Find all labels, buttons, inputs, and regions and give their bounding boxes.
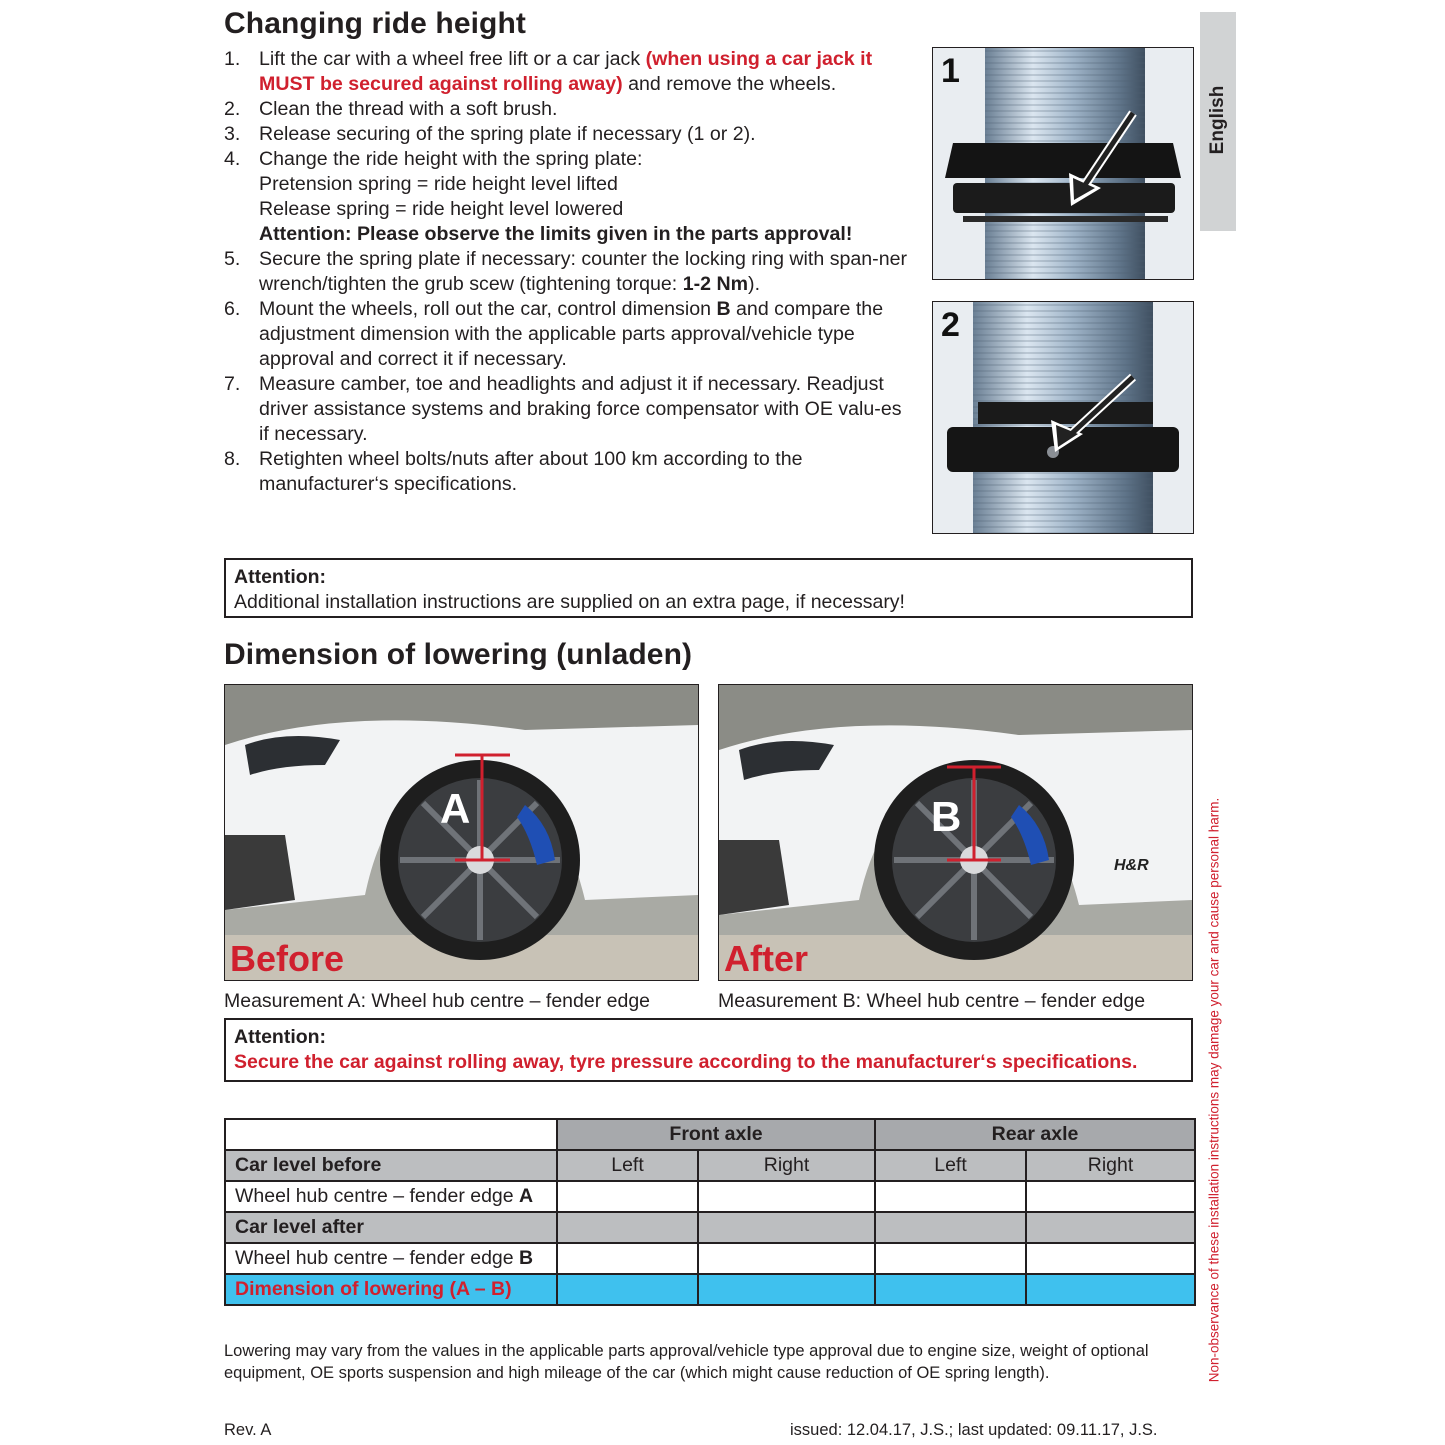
table-cell-grey bbox=[557, 1212, 698, 1243]
input-a-rear-left[interactable] bbox=[875, 1181, 1026, 1212]
step-text: Release securing of the spring plate if necessary (1 or 2). bbox=[259, 123, 756, 145]
header-front-left: Left bbox=[557, 1150, 698, 1181]
step-text: Change the ride height with the spring plate: bbox=[259, 148, 643, 170]
step-number: 7. bbox=[224, 373, 241, 395]
row-label-text: Wheel hub centre – fender edge bbox=[235, 1247, 520, 1269]
table-row bbox=[225, 1243, 1195, 1274]
issued-date: issued: 12.04.17, J.S.; last updated: 09.11.17, J.S. bbox=[790, 1421, 1158, 1439]
step-item bbox=[224, 97, 914, 122]
input-b-rear-right[interactable] bbox=[1026, 1243, 1195, 1274]
marker-a: A bbox=[440, 785, 471, 832]
table-cell-blank bbox=[225, 1119, 557, 1150]
revision-label: Rev. A bbox=[224, 1421, 272, 1439]
table-row bbox=[225, 1274, 1195, 1305]
hr-badge: H&R bbox=[1114, 857, 1149, 874]
photo-label-1: 1 bbox=[941, 52, 960, 90]
attention-box-extra-page bbox=[224, 558, 1193, 618]
side-warning: Non-observance of these installation instructions may damage your car and cause personal harm. bbox=[1206, 797, 1222, 1383]
step-text: Retighten wheel bolts/nuts after about 100 km according to the manufacturer‘s specifications. bbox=[259, 448, 803, 495]
language-tab bbox=[1200, 12, 1236, 231]
table-row bbox=[225, 1181, 1195, 1212]
header-rear-axle: Rear axle bbox=[875, 1119, 1195, 1150]
section-title-ride-height: Changing ride height bbox=[224, 7, 526, 40]
ride-height-steps bbox=[224, 47, 914, 497]
step-text-end: and compare the adjustment dimension with the applicable parts approval/vehicle type approval and correct it if necessary. bbox=[259, 298, 884, 370]
label-measurement-b bbox=[225, 1243, 557, 1274]
input-a-front-left[interactable] bbox=[557, 1181, 698, 1212]
table-row bbox=[225, 1119, 1195, 1150]
step-item bbox=[224, 247, 914, 297]
step-text: Measure camber, toe and headlights and adjust it if necessary. Readjust driver assistance systems and braking force compensator with OE valu-es if necessary. bbox=[259, 373, 902, 445]
table-cell-grey bbox=[875, 1212, 1026, 1243]
step-text-end: and remove the wheels. bbox=[622, 73, 837, 95]
header-rear-left: Left bbox=[875, 1150, 1026, 1181]
photo-before bbox=[224, 684, 699, 981]
step-item bbox=[224, 122, 914, 147]
label-dimension-of-lowering: Dimension of lowering (A – B) bbox=[225, 1274, 557, 1305]
step-item bbox=[224, 47, 914, 97]
label-car-level-before: Car level before bbox=[225, 1150, 557, 1181]
step-warning: (when using a car jack it MUST be secured against rolling away) bbox=[259, 48, 873, 95]
step-number: 2. bbox=[224, 98, 241, 120]
attention-heading: Attention: bbox=[234, 1026, 327, 1048]
input-lowering-front-right[interactable] bbox=[698, 1274, 875, 1305]
header-front-axle: Front axle bbox=[557, 1119, 875, 1150]
step-item bbox=[224, 297, 914, 372]
header-rear-right: Right bbox=[1026, 1150, 1195, 1181]
before-label: Before bbox=[230, 938, 345, 979]
input-lowering-front-left[interactable] bbox=[557, 1274, 698, 1305]
table-row bbox=[225, 1212, 1195, 1243]
step-number: 4. bbox=[224, 148, 241, 170]
step-text: Clean the thread with a soft brush. bbox=[259, 98, 558, 120]
coilover-illustration bbox=[933, 48, 1193, 279]
input-lowering-rear-left[interactable] bbox=[875, 1274, 1026, 1305]
attention-box-rolling bbox=[224, 1018, 1193, 1082]
step-text-end: ). bbox=[748, 273, 761, 295]
after-label: After bbox=[724, 938, 809, 979]
step-item bbox=[224, 372, 914, 447]
photo-label-2: 2 bbox=[941, 306, 960, 344]
step-text: Secure the spring plate if necessary: counter the locking ring with span-ner wrench/tighten the grub scew (tightening torque: bbox=[259, 248, 908, 295]
photo-after bbox=[718, 684, 1193, 981]
input-lowering-rear-right[interactable] bbox=[1026, 1274, 1195, 1305]
label-measurement-a bbox=[225, 1181, 557, 1212]
photo-spring-plate-1 bbox=[932, 47, 1194, 280]
input-b-front-left[interactable] bbox=[557, 1243, 698, 1274]
step-text: Mount the wheels, roll out the car, control dimension bbox=[259, 298, 717, 320]
table-cell-grey bbox=[1026, 1212, 1195, 1243]
caption-measurement-a: Measurement A: Wheel hub centre – fender edge bbox=[224, 990, 651, 1012]
section-title-lowering: Dimension of lowering (unladen) bbox=[224, 638, 693, 671]
step-number: 5. bbox=[224, 248, 241, 270]
input-a-front-right[interactable] bbox=[698, 1181, 875, 1212]
step-item bbox=[224, 147, 914, 247]
step-text: Lift the car with a wheel free lift or a car jack bbox=[259, 48, 646, 70]
label-car-level-after: Car level after bbox=[225, 1212, 557, 1243]
lowering-footnote: Lowering may vary from the values in the applicable parts approval/vehicle type approval due to engine size, weight of optional equipment, OE sports suspension and high mileage of the car (which might cause reduction of OE spring length). bbox=[224, 1342, 1149, 1382]
row-label-text: Wheel hub centre – fender edge bbox=[235, 1185, 520, 1207]
table-row bbox=[225, 1150, 1195, 1181]
header-front-right: Right bbox=[698, 1150, 875, 1181]
attention-text: Secure the car against rolling away, tyre pressure according to the manufacturer‘s specifications. bbox=[234, 1051, 1138, 1073]
table-cell-grey bbox=[698, 1212, 875, 1243]
coilover-illustration bbox=[933, 302, 1193, 533]
row-label-letter: B bbox=[519, 1247, 534, 1269]
attention-text: Additional installation instructions are supplied on an extra page, if necessary! bbox=[234, 591, 905, 613]
dimension-b: B bbox=[716, 298, 731, 320]
step-text-release: Release spring = ride height level lowered bbox=[259, 198, 624, 220]
input-a-rear-right[interactable] bbox=[1026, 1181, 1195, 1212]
marker-b: B bbox=[931, 793, 962, 840]
step-number: 6. bbox=[224, 298, 241, 320]
caption-measurement-b: Measurement B: Wheel hub centre – fender edge bbox=[718, 990, 1146, 1012]
step-attention: Attention: Please observe the limits given in the parts approval! bbox=[259, 223, 853, 245]
step-item bbox=[224, 447, 914, 497]
step-number: 1. bbox=[224, 48, 241, 70]
torque-value: 1-2 Nm bbox=[682, 273, 749, 295]
step-number: 3. bbox=[224, 123, 241, 145]
input-b-front-right[interactable] bbox=[698, 1243, 875, 1274]
language-label: English bbox=[1207, 85, 1228, 155]
step-text-pretension: Pretension spring = ride height level lifted bbox=[259, 173, 618, 195]
input-b-rear-left[interactable] bbox=[875, 1243, 1026, 1274]
attention-heading: Attention: bbox=[234, 566, 327, 588]
step-number: 8. bbox=[224, 448, 241, 470]
row-label-letter: A bbox=[519, 1185, 534, 1207]
measurement-table bbox=[224, 1118, 1196, 1306]
photo-spring-plate-2 bbox=[932, 301, 1194, 534]
